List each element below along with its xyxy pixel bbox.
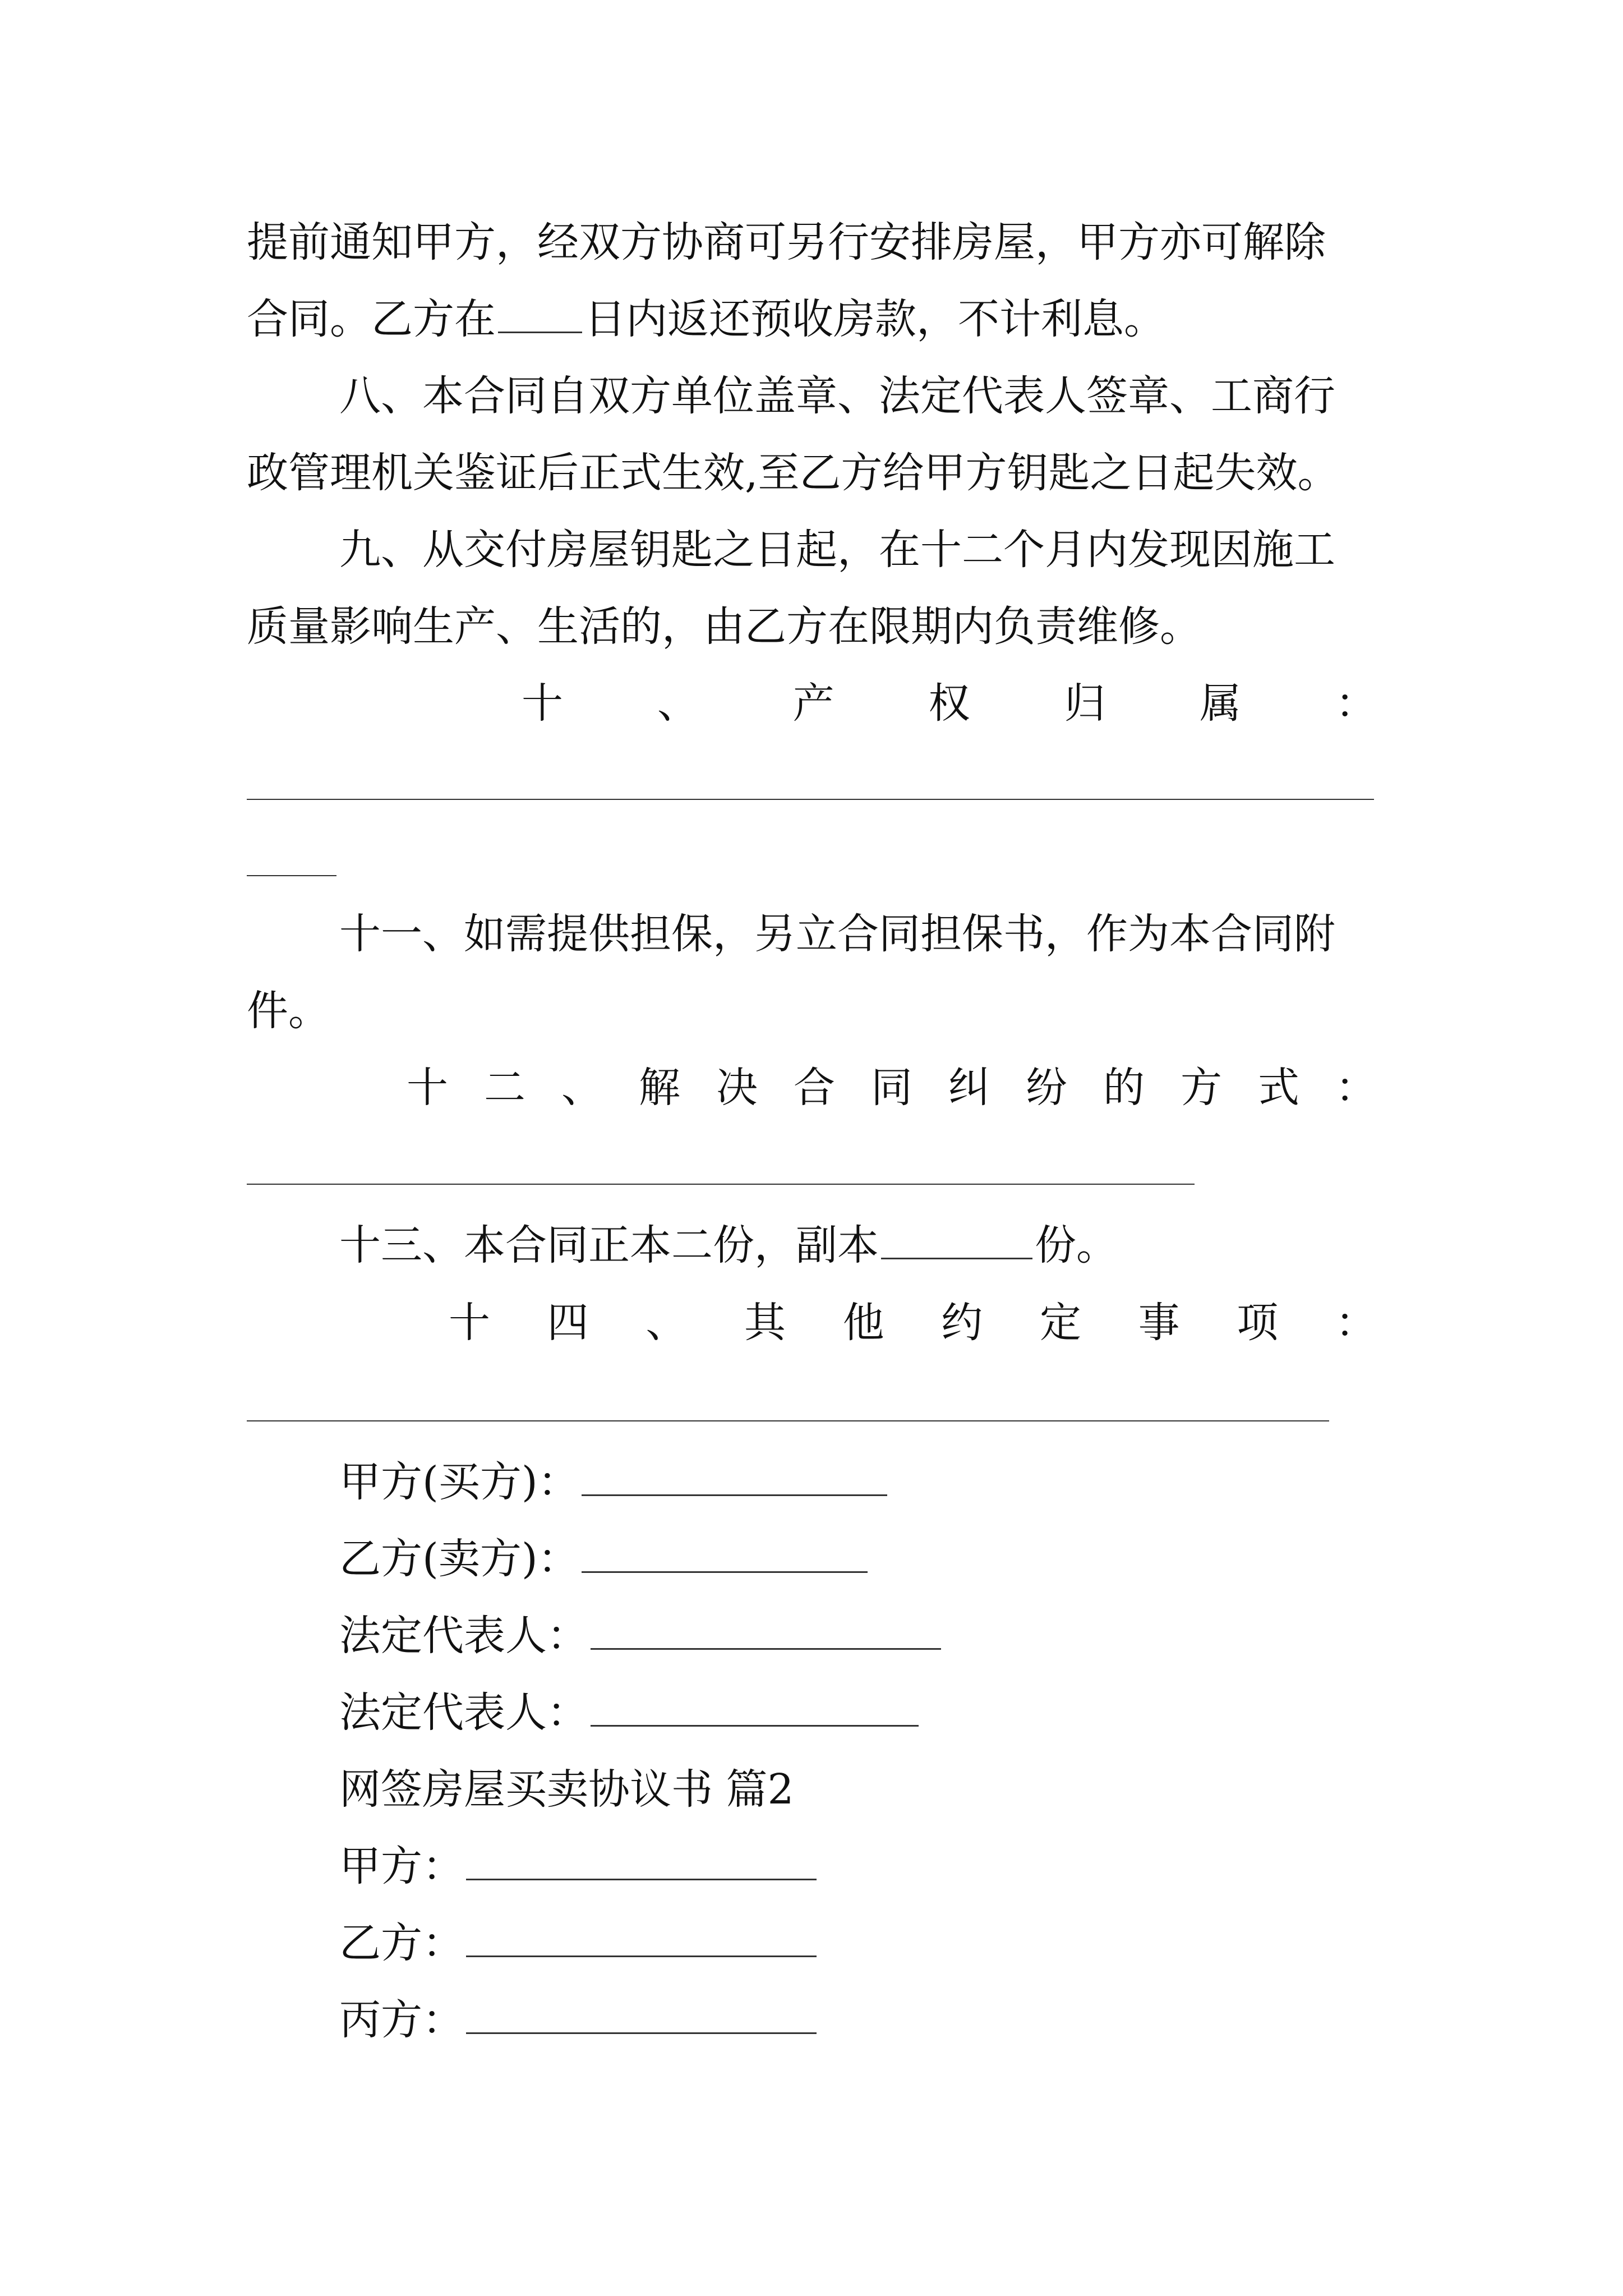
heading-char: 、 <box>561 1064 603 1112</box>
signature-rep-1-blank <box>591 1609 941 1650</box>
heading-char: 事 <box>1138 1299 1180 1347</box>
signature-seller <box>339 1531 870 1587</box>
party-a <box>339 1838 819 1894</box>
signature-seller-label: 乙方(卖方)： <box>339 1535 579 1583</box>
heading-char: 十 <box>407 1064 448 1112</box>
party-c-blank <box>466 1993 817 2034</box>
heading-char: 项 <box>1237 1299 1279 1347</box>
signature-buyer-label: 甲方(买方)： <box>339 1458 579 1506</box>
heading-char: 归 <box>1064 679 1106 728</box>
section-title-agreement-2: 网签房屋买卖协议书 篇2 <box>339 1765 794 1814</box>
heading-char: 约 <box>941 1299 983 1347</box>
party-b-label: 乙方： <box>339 1919 464 1967</box>
heading-char: ： <box>1335 1064 1377 1112</box>
days-blank <box>498 292 582 333</box>
heading-char: 的 <box>1103 1064 1145 1112</box>
dispute-resolution-blank-line <box>247 1184 1195 1185</box>
heading-char: 权 <box>928 679 970 728</box>
paragraph-11-line-2: 件。 <box>247 987 330 1035</box>
other-matters-blank-line <box>247 1420 1329 1421</box>
paragraph-8-line-2: 政管理机关鉴证后正式生效,至乙方给甲方钥匙之日起失效。 <box>247 449 1339 497</box>
property-rights-blank-line-1 <box>247 799 1374 800</box>
party-a-blank <box>466 1839 817 1880</box>
paragraph-7-text-b: 日内返还预收房款，不计利息。 <box>584 295 1165 343</box>
paragraph-11-line-1: 十一、如需提供担保，另立合同担保书，作为本合同附 <box>339 910 1335 958</box>
heading-char: 合 <box>794 1064 835 1112</box>
heading-char: 十 <box>522 679 563 728</box>
clause-10-heading <box>522 675 1377 731</box>
heading-char: 他 <box>842 1299 884 1347</box>
paragraph-9-line-2: 质量影响生产、生活的，由乙方在限期内负责维修。 <box>247 602 1201 651</box>
heading-char: 产 <box>792 679 834 728</box>
signature-rep-1 <box>339 1608 943 1664</box>
heading-char: 纷 <box>1026 1064 1067 1112</box>
heading-char: 、 <box>645 1299 688 1347</box>
heading-char: 决 <box>716 1064 758 1112</box>
paragraph-7-text-a: 合同。乙方在 <box>247 295 496 343</box>
paragraph-13-text-b: 份。 <box>1035 1221 1118 1269</box>
paragraph-13-text-a: 十三、本合同正本二份，副本 <box>339 1221 879 1269</box>
party-b-blank <box>466 1916 817 1957</box>
heading-char: ： <box>1335 679 1377 728</box>
paragraph-13 <box>339 1217 1385 1273</box>
signature-rep-2-label: 法定代表人： <box>339 1688 588 1737</box>
clause-12-heading <box>407 1060 1377 1116</box>
heading-char: 、 <box>657 679 699 728</box>
party-c <box>339 1992 819 2048</box>
heading-char: 解 <box>639 1064 680 1112</box>
heading-char: 属 <box>1200 679 1242 728</box>
clause-14-heading <box>449 1295 1377 1351</box>
heading-char: 定 <box>1039 1299 1081 1347</box>
heading-char: ： <box>1335 1299 1377 1347</box>
heading-char: 式 <box>1258 1064 1299 1112</box>
copies-blank <box>881 1218 1032 1259</box>
party-a-label: 甲方： <box>339 1842 464 1890</box>
heading-char: 二 <box>484 1064 525 1112</box>
signature-rep-1-label: 法定代表人： <box>339 1612 588 1660</box>
property-rights-blank-line-2 <box>247 875 336 876</box>
heading-char: 四 <box>547 1299 589 1347</box>
signature-buyer-blank <box>582 1455 887 1496</box>
signature-rep-2 <box>339 1685 921 1741</box>
paragraph-8-line-1: 八、本合同自双方单位盖章、法定代表人签章、工商行 <box>339 372 1335 420</box>
paragraph-7-line-2 <box>247 291 1385 347</box>
signature-seller-blank <box>582 1532 868 1573</box>
signature-buyer <box>339 1454 889 1510</box>
heading-char: 其 <box>744 1299 786 1347</box>
heading-char: 方 <box>1181 1064 1222 1112</box>
paragraph-9-line-1: 九、从交付房屋钥匙之日起，在十二个月内发现因施工 <box>339 526 1335 574</box>
signature-rep-2-blank <box>591 1686 919 1727</box>
paragraph-7-line-1: 提前通知甲方，经双方协商可另行安排房屋，甲方亦可解除 <box>247 218 1326 266</box>
party-c-label: 丙方： <box>339 1996 464 2044</box>
heading-char: 纠 <box>948 1064 990 1112</box>
heading-char: 同 <box>871 1064 912 1112</box>
heading-char: 十 <box>449 1299 490 1347</box>
party-b <box>339 1915 819 1971</box>
